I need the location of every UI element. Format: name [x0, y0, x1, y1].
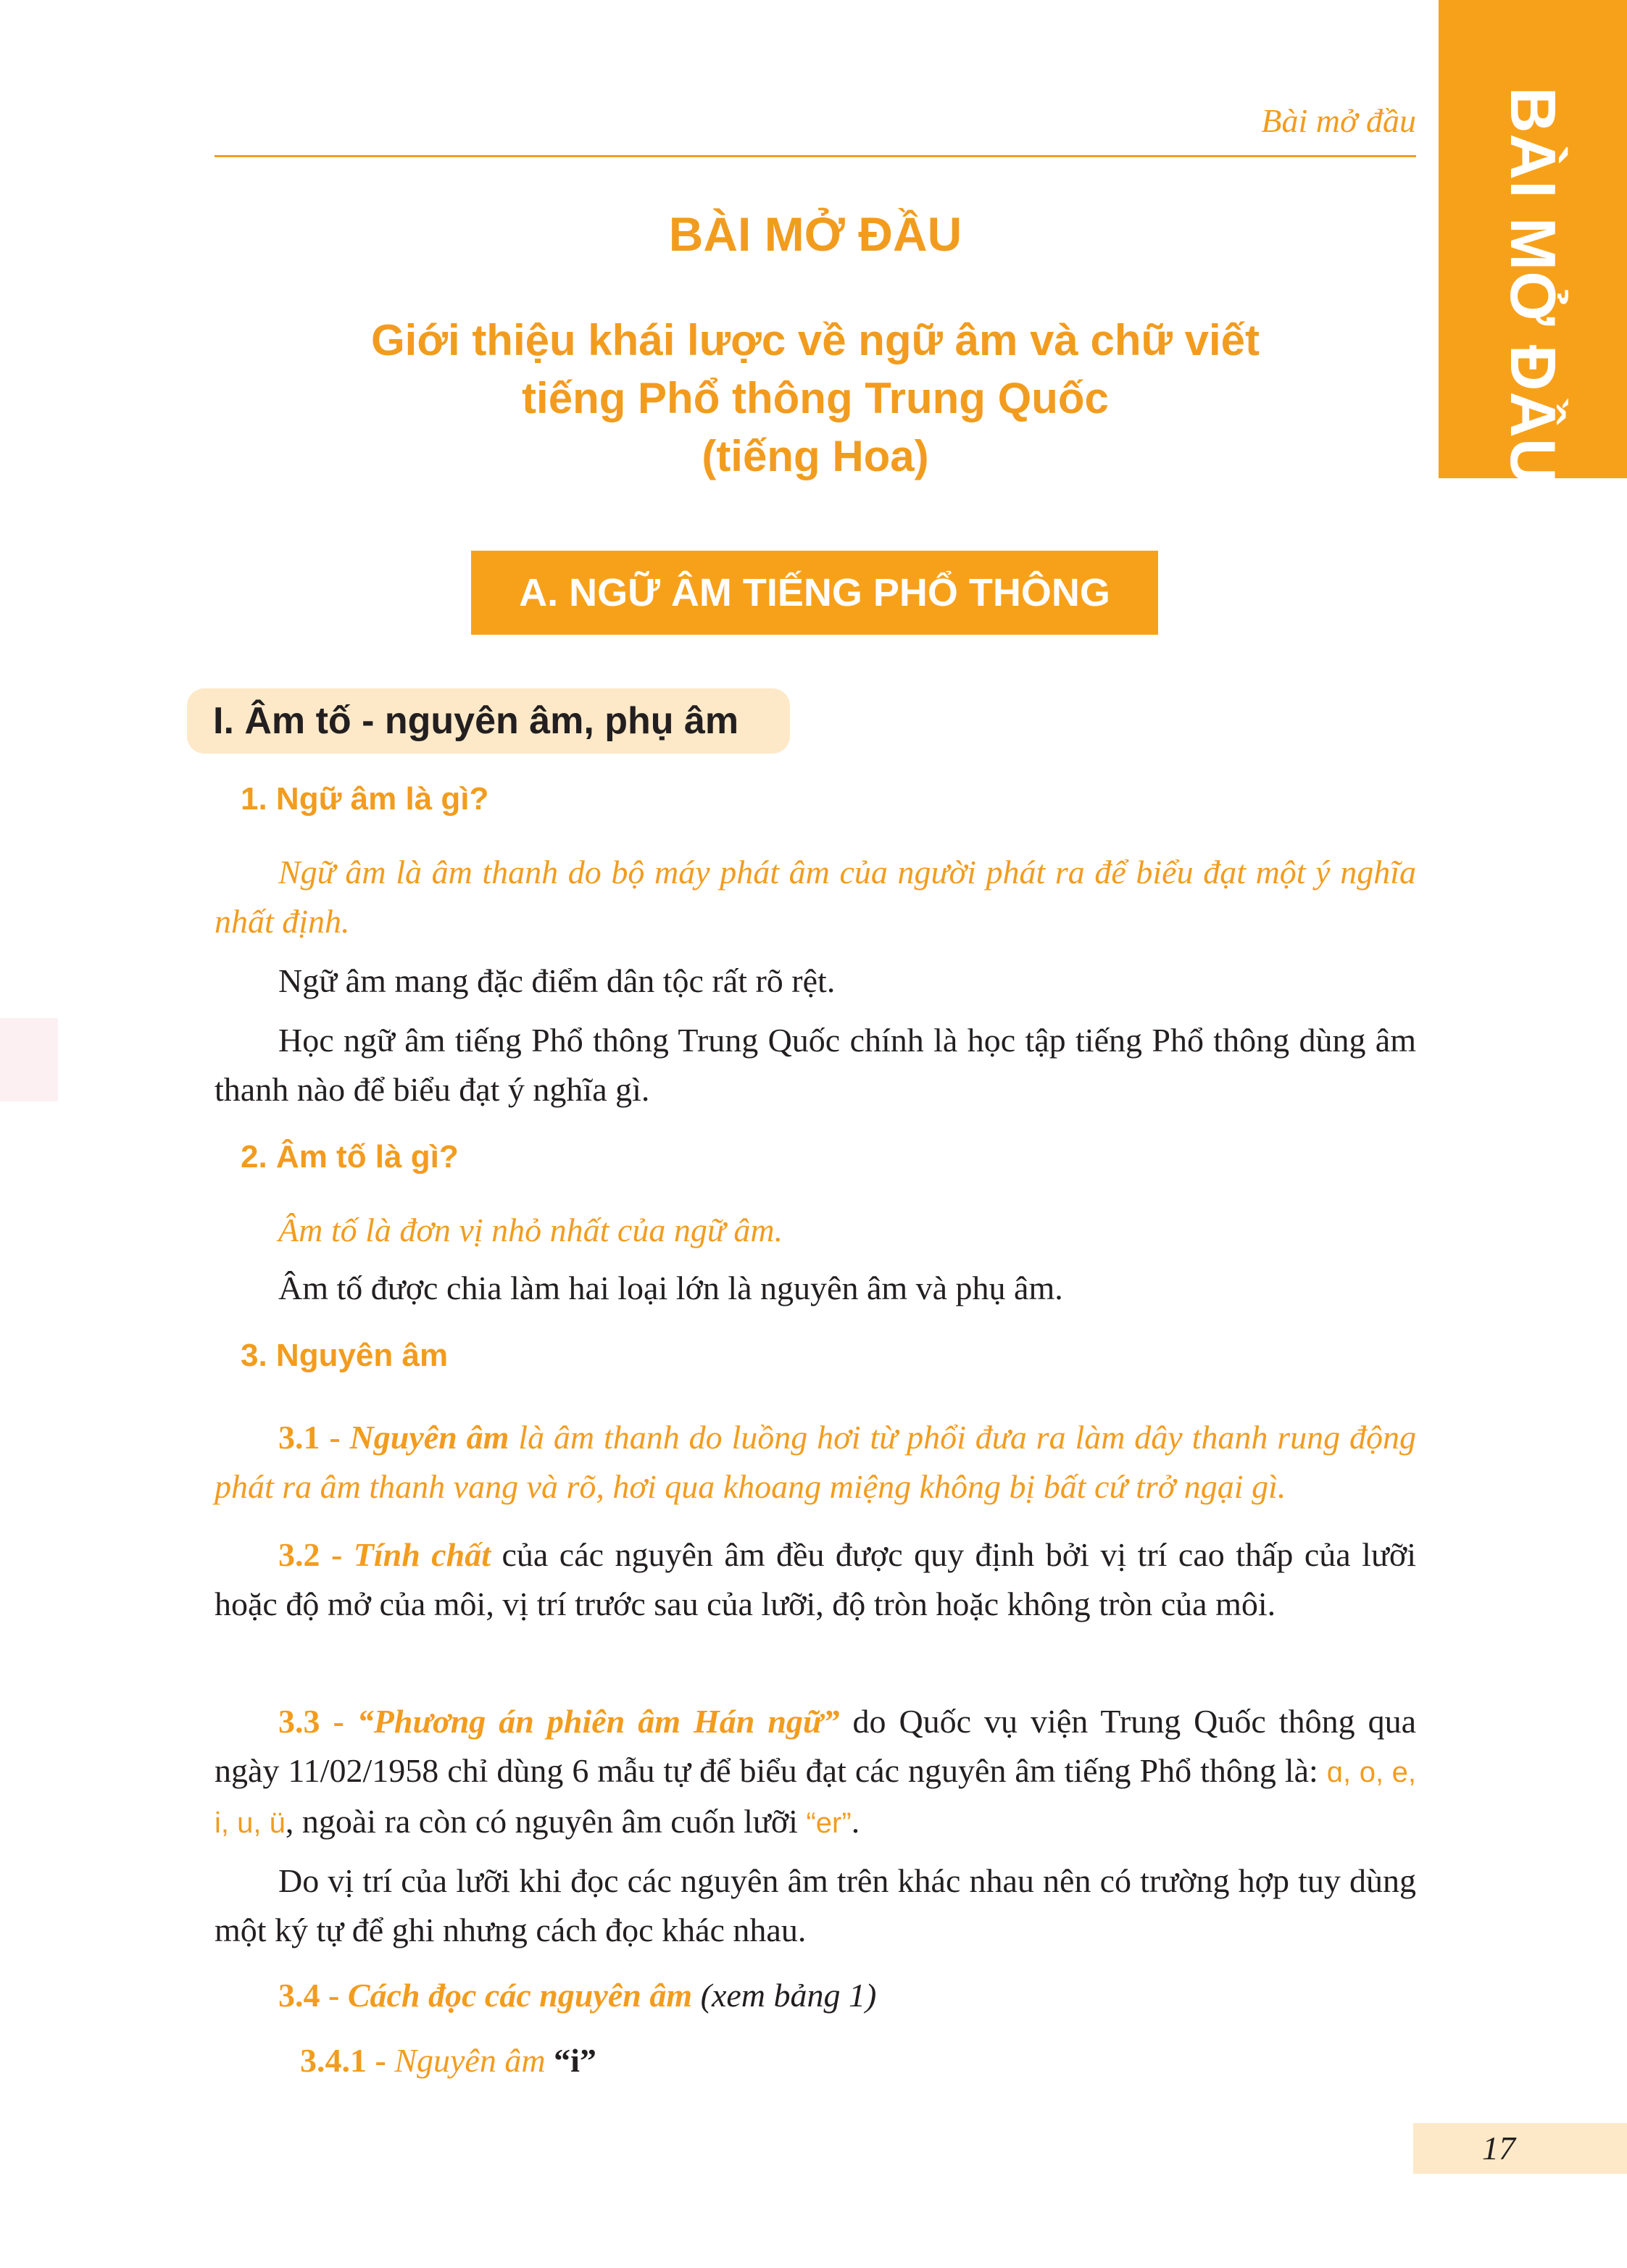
p31-text: là âm thanh do luồng hơi từ phổi đưa ra làm dây thanh rung động phát ra âm thanh vang và rõ, hơi qua khoang miệng không bị bất cứ trở ngại gì.	[215, 1419, 1416, 1505]
definition-2: Âm tố là đơn vị nhỏ nhất của ngữ âm.	[278, 1212, 783, 1248]
paragraph-2a: Âm tố được chia làm hai loại lớn là nguyên âm và phụ âm.	[278, 1270, 1063, 1306]
paragraph-3-3	[215, 1697, 1416, 1848]
running-header: Bài mở đầu	[1261, 102, 1416, 139]
p341-term: Nguyên âm	[394, 2042, 554, 2079]
subtitle-line-1: Giới thiệu khái lược về ngữ âm và chữ viết	[370, 316, 1260, 364]
subheading-2: 2. Âm tố là gì?	[241, 1139, 459, 1175]
p33-number: 3.3 -	[278, 1703, 357, 1740]
paragraph-3-4	[215, 1971, 1416, 2020]
subheading-3: 3. Nguyên âm	[241, 1338, 449, 1373]
p33-er: “er”	[806, 1807, 852, 1839]
p32-number: 3.2 -	[278, 1536, 354, 1573]
p31-number: 3.1 -	[278, 1419, 350, 1456]
page-number: 17	[1482, 2130, 1515, 2167]
paragraph-3-1	[215, 1413, 1416, 1512]
definition-1: Ngữ âm là âm thanh do bộ máy phát âm của người phát ra để biểu đạt một ý nghĩa nhất định.	[215, 854, 1416, 940]
paragraph-3-2	[215, 1530, 1416, 1629]
p341-number: 3.4.1 -	[300, 2042, 395, 2079]
p33-vowels: ɑ, o, e, i, u, ü	[215, 1756, 1416, 1839]
paragraph-3-note: Do vị trí của lưỡi khi đọc các nguyên âm trên khác nhau nên có trường hợp tuy dùng một ký tự để ghi nhưng cách đọc khác nhau.	[215, 1862, 1416, 1948]
p32-text: của các nguyên âm đều được quy định bởi vị trí cao thấp của lưỡi hoặc độ mở của môi, vị trí trước sau của lưỡi, độ tròn hoặc không tròn của môi.	[215, 1536, 1416, 1622]
side-tab-label: BÀI MỞ ĐẦU	[1497, 87, 1569, 485]
heading-1: I. Âm tố - nguyên âm, phụ âm	[187, 688, 790, 754]
subtitle-line-2: tiếng Phổ thông Trung Quốc	[522, 374, 1109, 422]
chapter-title: BÀI MỞ ĐẦU	[668, 207, 962, 261]
paragraph-3-4-1	[215, 2036, 1416, 2085]
page-number-bar	[1413, 2123, 1627, 2174]
p34-number: 3.4 -	[278, 1977, 348, 2014]
p31-term: Nguyên âm	[349, 1419, 509, 1456]
margin-mark	[0, 1018, 58, 1101]
p33-text-2: , ngoài ra còn có nguyên âm cuốn lưỡi	[285, 1803, 807, 1840]
section-a-banner: A. NGỮ ÂM TIẾNG PHỔ THÔNG	[471, 551, 1158, 635]
p33-end: .	[851, 1803, 860, 1840]
subtitle-line-3: (tiếng Hoa)	[702, 432, 929, 480]
header-rule	[215, 155, 1416, 157]
p33-text: do Quốc vụ viện Trung Quốc thông qua ngày 11/02/1958 chỉ dùng 6 mẫu tự để biểu đạt các nguyên âm tiếng Phổ thông là:	[215, 1703, 1416, 1789]
p32-term: Tính chất	[353, 1536, 491, 1573]
p341-vowel: “i”	[554, 2042, 596, 2079]
p33-term: “Phương án phiên âm Hán ngữ”	[357, 1703, 840, 1740]
p34-term: Cách đọc các nguyên âm	[347, 1977, 693, 2014]
paragraph-1a: Ngữ âm mang đặc điểm dân tộc rất rõ rệt.	[278, 962, 836, 999]
p34-text: (xem bảng 1)	[692, 1977, 877, 2014]
paragraph-1b: Học ngữ âm tiếng Phổ thông Trung Quốc chính là học tập tiếng Phổ thông dùng âm thanh nào để biểu đạt ý nghĩa gì.	[215, 1022, 1416, 1108]
subheading-1: 1. Ngữ âm là gì?	[241, 781, 489, 817]
chapter-subtitle	[215, 312, 1416, 485]
